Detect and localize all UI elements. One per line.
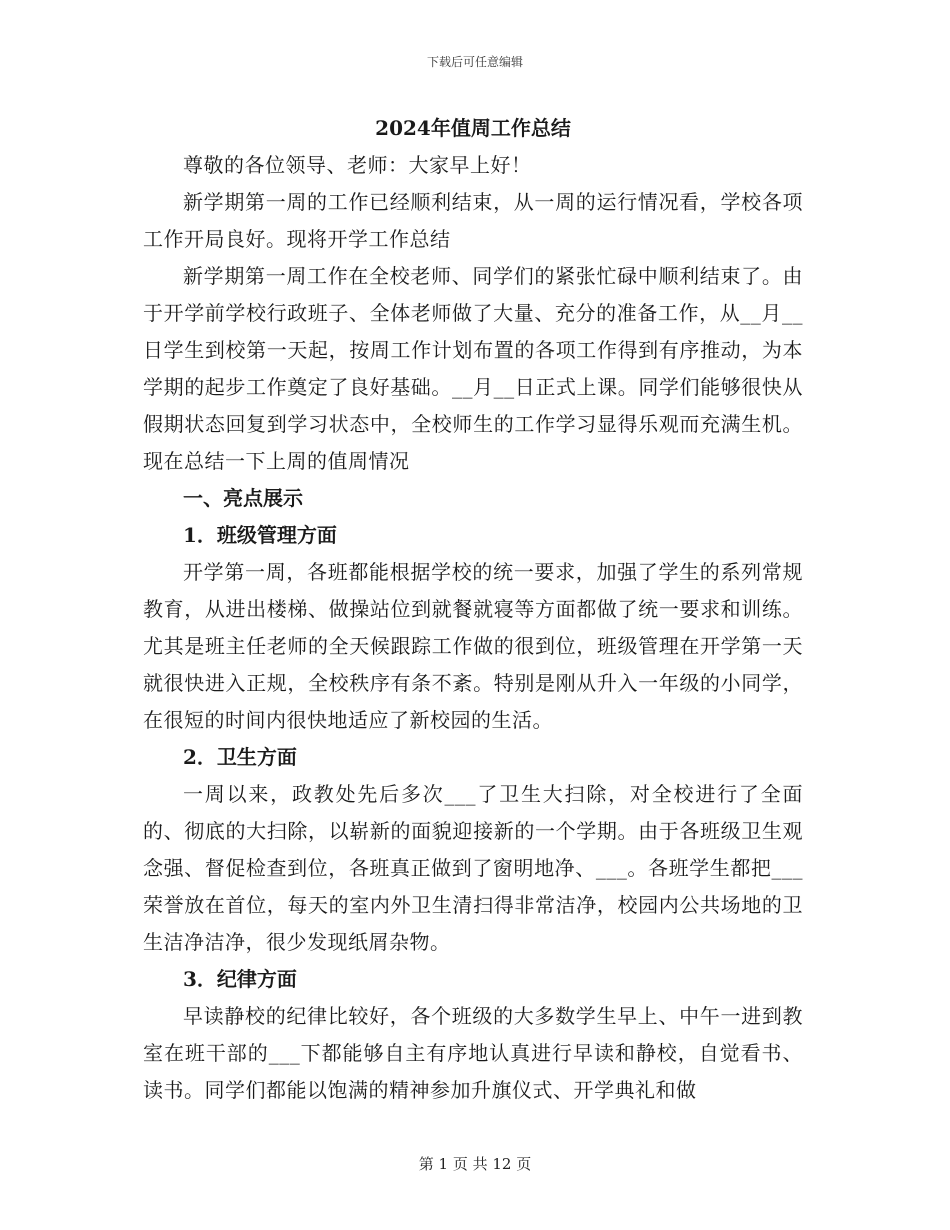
page-footer: 第 1 页 共 12 页 [418, 1155, 532, 1173]
document-body [143, 113, 803, 1109]
section-heading: 一、亮点展示 [183, 486, 303, 510]
header-note: 下载后可任意编辑 [426, 55, 523, 69]
body-paragraph: 早读静校的纪律比较好，各个班级的大多数学生早上、中午一进到教室在班干部的___下都能够自主有序地认真进行早读和静校，自觉看书、读书。同学们都能以饱满的精神参加升旗仪式、开学典礼和做 [143, 1004, 803, 1102]
body-paragraph: 尊敬的各位领导、老师：大家早上好！ [183, 153, 532, 177]
body-paragraph: 新学期第一周工作在全校老师、同学们的紧张忙碌中顺利结束了。由于开学前学校行政班子、全体老师做了大量、充分的准备工作，从__月__日学生到校第一天起，按周工作计划布置的各项工作得到有序推动，为本学期的起步工作奠定了良好基础。__月__日正式上课。同学们能够很快从假期状态回复到学习状态中，全校师生的工作学习显得乐观而充满生机。现在总结一下上周的值周情况 [143, 264, 803, 473]
body-paragraph: 开学第一周，各班都能根据学校的统一要求，加强了学生的系列常规教育，从进出楼梯、做操站位到就餐就寝等方面都做了统一要求和训练。尤其是班主任老师的全天候跟踪工作做的很到位，班级管理在开学第一天就很快进入正规，全校秩序有条不紊。特别是刚从升入一年级的小同学，在很短的时间内很快地适应了新校园的生活。 [143, 560, 803, 732]
section-heading: 1．班级管理方面 [183, 523, 337, 547]
section-heading: 2．卫生方面 [183, 745, 297, 769]
body-paragraph: 一周以来，政教处先后多次___了卫生大扫除，对全校进行了全面的、彻底的大扫除，以崭新的面貌迎接新的一个学期。由于各班级卫生观念强、督促检查到位，各班真正做到了窗明地净、___。各班学生都把___荣誉放在首位，每天的室内外卫生清扫得非常洁净，校园内公共场地的卫生洁净洁净，很少发现纸屑杂物。 [143, 782, 803, 954]
paragraph-list [143, 147, 803, 1109]
document-title: 2024年值周工作总结 [375, 116, 571, 140]
body-paragraph: 新学期第一周的工作已经顺利结束，从一周的运行情况看，学校各项工作开局良好。现将开学工作总结 [143, 190, 803, 251]
section-heading: 3．纪律方面 [183, 967, 297, 991]
